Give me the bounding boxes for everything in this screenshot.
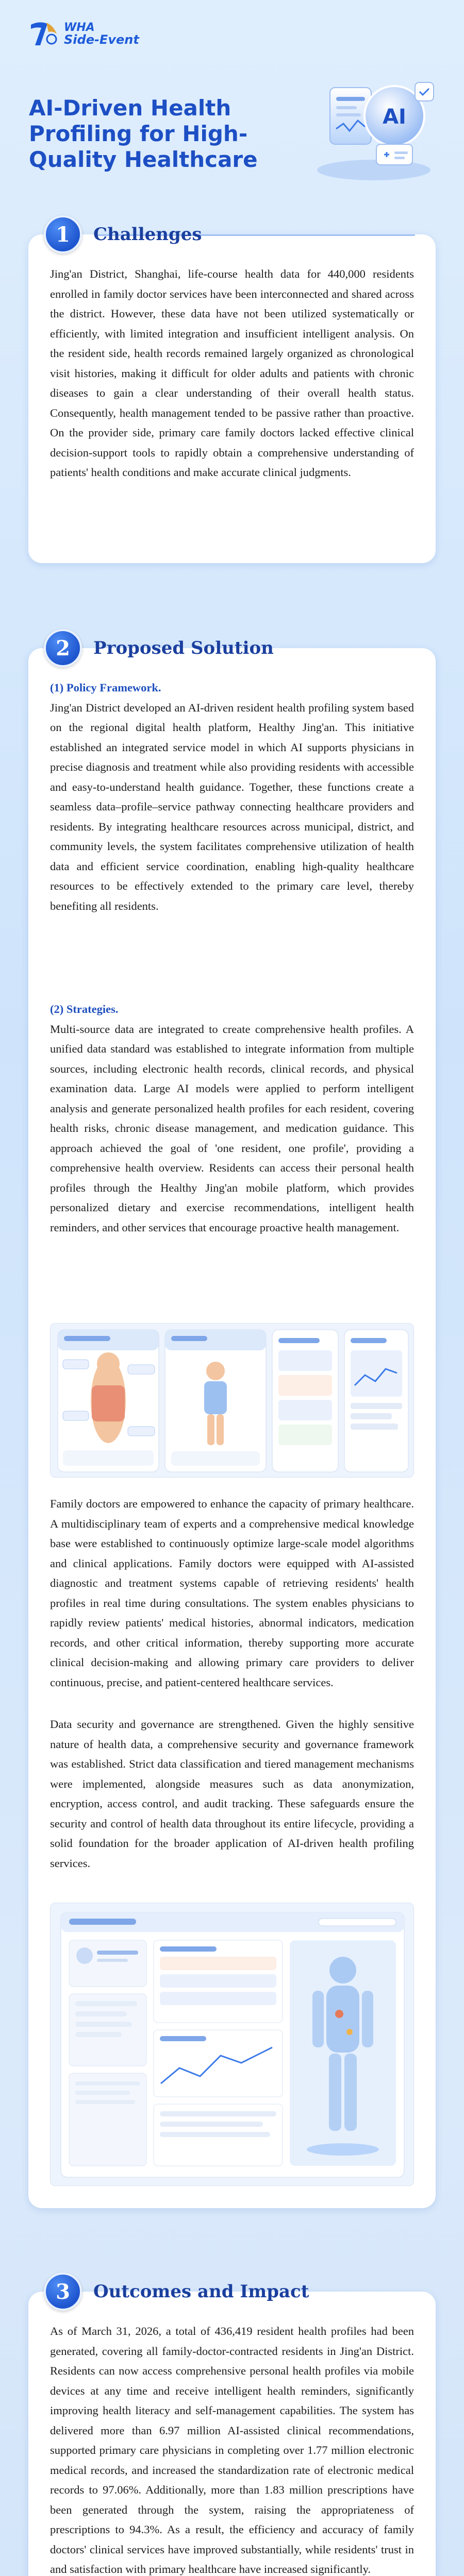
logo-line1: WHA [64,21,95,34]
svg-text:AI: AI [383,105,406,129]
challenges-card [28,222,436,563]
section-number-badge: 2 [44,629,82,667]
page-header [0,0,464,206]
policy-text: Jing'an District developed an AI-driven resident health profiling system based on the regional digital health platform, Healthy Jing'an. This initiative established an integrated service model in which AI supports physicians in precise diagnosis and treatment while also providing residents with accessible and easy-to-understand health guidance. Together, these functions create a seamless data–profile–service pathway connecting healthcare providers and residents. By integrating healthcare resources across municipal, district, and community levels, the system facilitates comprehensive utilization of health data and efficient service coordination, enabling high-quality healthcare resources to be effectively extended to the primary care level, thereby benefiting all residents. [50,701,414,912]
policy-heading: (1) Policy Framework. [50,681,161,694]
strategies-block [50,999,414,1238]
security-text: Data security and governance are strengthened. Given the highly sensitive nature of health data, a comprehensive security and governance framework was established. Strict data classification and tiered management mechanisms were implemented, alongside measures such as data anonymization, encryption, access control, and audit tracking. These safeguards ensure the security and control of health data throughout its entire lifecycle, providing a solid foundation for the broader application of AI-driven health profiling services. [50,1718,414,1870]
doctors-text: Family doctors are empowered to enhance the capacity of primary healthcare. A multidisciplinary team of experts and a comprehensive medical knowledge base were established to continuously optimize large-scale model algorithms and clinical applications. Family doctors were equipped with AI-assisted diagnostic and treatment systems capable of retrieving residents' health profiles in real time during consultations. The system enables physicians to rapidly review patients' medical histories, abnormal indicators, medication records, and other critical information, thereby supporting more accurate clinical decision-making and allowing primary care providers to deliver continuous, precise, and patient-centered healthcare services. [50,1497,414,1689]
section-title: Outcomes and Impact [93,2281,309,2302]
page-title: AI-Driven Health Profiling for High-Quality Healthcare [29,95,258,172]
outcomes-card [28,2279,436,2576]
desktop-system-screenshot [50,1903,414,2186]
logo-mark-icon [29,21,59,47]
logo-line2: Side-Event [64,32,139,47]
solution-card [28,636,436,2208]
challenges-text: Jing'an District, Shanghai, life-course health data for 440,000 residents enrolled in family doctor services have been interconnected and shared across the district. However, these data have not been utilized systematically or efficiently, with limited integration and insufficient intelligent analysis. On the resident side, health records remained largely organized as chronological visit histories, making it difficult for older adults and patients with chronic diseases to gain a clear understanding of their overall health status. Consequently, health management tended to be passive rather than proactive. On the provider side, primary care family doctors lacked effective clinical decision-support tools to rapidly obtain a comprehensive understanding of patients' health conditions and make accurate clinical judgments. [50,267,414,479]
section-title: Challenges [93,224,202,245]
section-number-badge: 1 [44,215,82,253]
outcomes-text: As of March 31, 2026, a total of 436,419 resident health profiles had been generated, covering all family-doctor-contracted residents in Jing'an District. Residents can now access comprehensive personal health profiles via mobile devices at any time and receive intelligent health reminders, significantly improving health literacy and self-management capabilities. The system has delivered more than 6.97 million AI-assisted clinical recommendations, supported primary care physicians in completing over 1.77 million electronic medical records, and increased the standardization rate of electronic medical records to 97.06%. Additionally, more than 1.83 million prescriptions have been generated through the system, raising the appropriateness of prescriptions to 94.3%. As a result, the efficiency and accuracy of family doctors' clinical services have improved substantially, while residents' trust in and satisfaction with primary healthcare have increased significantly. [50,2325,414,2575]
mobile-app-screenshot [50,1323,414,1478]
strategies-heading: (2) Strategies. [50,1003,119,1015]
section-number-badge: 3 [44,2273,82,2311]
strategies-text: Multi-source data are integrated to create comprehensive health profiles. A unified data standard was established to integrate information from multiple sources, including electronic health records, clinical records, and physical examination data. Large AI models were applied to perform intelligent analysis and generate personalized health profiles for each resident, covering health risks, chronic disease management, and medication guidance. This approach achieved the goal of 'one resident, one profile', providing a comprehensive health overview. Residents can access their personal health profiles through the Healthy Jing'an mobile platform, which provides personalized dietary and exercise recommendations, intelligent health reminders, and other services that encourage proactive health management. [50,1022,414,1234]
ai-hero-illustration [309,67,438,185]
section-title: Proposed Solution [93,638,274,658]
event-logo [29,21,139,47]
policy-block [50,678,414,916]
